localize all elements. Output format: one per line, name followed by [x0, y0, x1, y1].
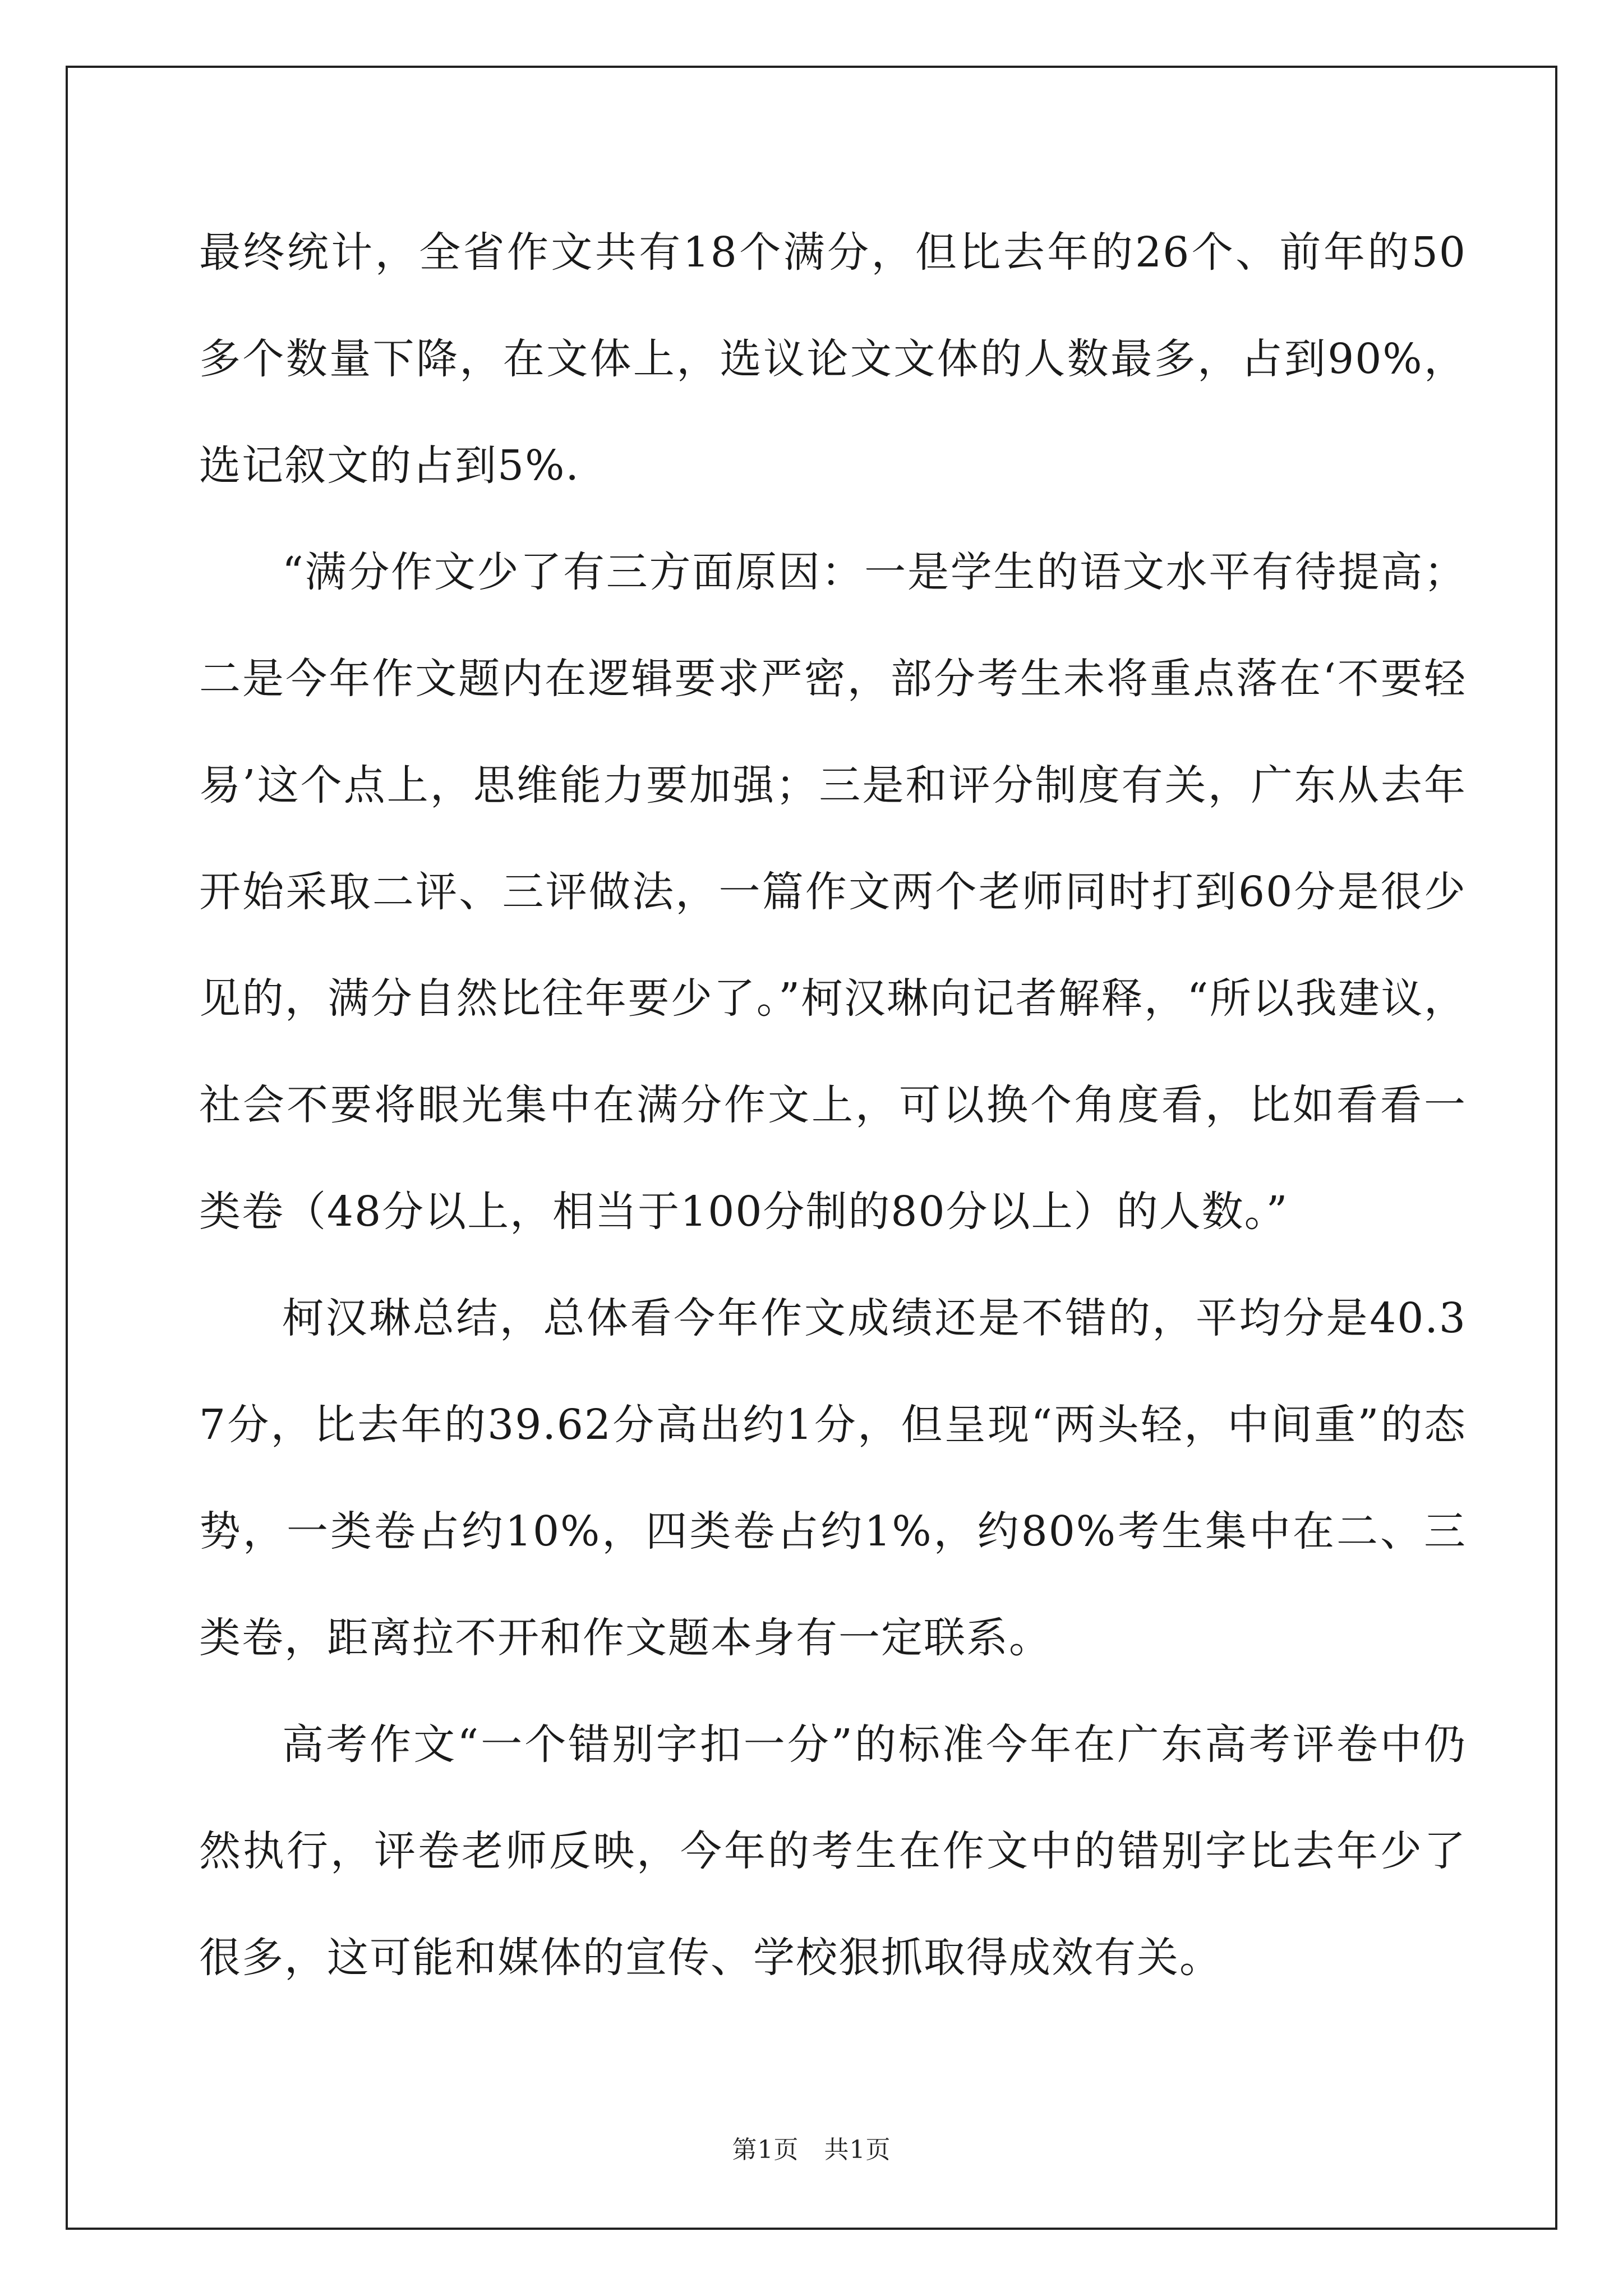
page-footer: 第1页 共1页	[732, 2136, 891, 2164]
paragraph-3: 柯汉琳总结，总体看今年作文成绩还是不错的，平均分是40.37分，比去年的39.62分高出约1分，但呈现“两头轻，中间重”的态势，一类卷占约10%，四类卷占约1%，约80%考生集中在二、三类卷，距离拉不开和作文题本身有一定联系。	[199, 1294, 1467, 1662]
paragraph-1: 最终统计，全省作文共有18个满分，但比去年的26个、前年的50多个数量下降，在文体上，选议论文文体的人数最多，占到90%，选记叙文的占到5%.	[199, 228, 1467, 490]
paragraph-2: “满分作文少了有三方面原因：一是学生的语文水平有待提高；二是今年作文题内在逻辑要求严密，部分考生未将重点落在‘不要轻易’这个点上，思维能力要加强；三是和评分制度有关，广东从去年开始采取二评、三评做法，一篇作文两个老师同时打到60分是很少见的，满分自然比往年要少了。”柯汉琳向记者解释，“所以我建议，社会不要将眼光集中在满分作文上，可以换个角度看，比如看看一类卷（48分以上，相当于100分制的80分以上）的人数。”	[199, 548, 1467, 1236]
paragraph-4: 高考作文“一个错别字扣一分”的标准今年在广东高考评卷中仍然执行，评卷老师反映，今年的考生在作文中的错别字比去年少了很多，这可能和媒体的宣传、学校狠抓取得成效有关。	[199, 1720, 1467, 1982]
document-body	[199, 199, 1467, 2011]
